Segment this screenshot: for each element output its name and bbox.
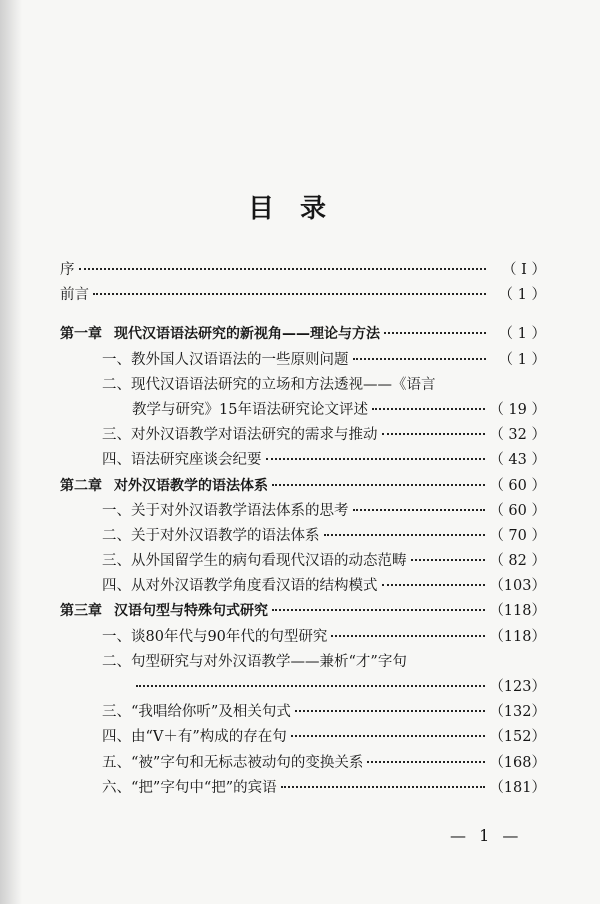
toc-entry-preface[interactable] — [60, 258, 546, 283]
toc-entry-text: 一、谈80年代与90年代的句型研究 — [102, 628, 328, 645]
toc-entry-text: 五、“被”字句和无标志被动句的变换关系 — [102, 754, 364, 771]
page-title: 目录 — [247, 194, 352, 224]
leader-dots — [331, 635, 485, 637]
chapter-label: 第三章 — [60, 603, 102, 620]
leader-dots — [372, 408, 485, 410]
toc-entry[interactable] — [60, 499, 546, 524]
toc-entry-text: 二、关于对外汉语教学的语法体系 — [102, 527, 320, 544]
chapter-heading — [60, 599, 268, 624]
chapter-title: 对外汉语教学的语法体系 — [114, 477, 268, 494]
toc-entry-text: 四、从对外汉语教学角度看汉语的结构模式 — [102, 578, 378, 595]
toc-entry[interactable] — [60, 448, 546, 473]
toc-entry[interactable] — [60, 373, 546, 398]
chapter-heading — [60, 322, 380, 347]
toc-entry-text: 二、现代汉语语法研究的立场和方法透视——《语言 — [102, 376, 436, 393]
binding-shadow — [0, 0, 22, 904]
toc-entry-text: 三、从外国留学生的病句看现代汉语的动态范畴 — [102, 553, 407, 570]
toc-entry[interactable] — [60, 725, 546, 750]
leader-dots — [272, 484, 485, 486]
toc-entry[interactable] — [60, 549, 546, 574]
toc-entry[interactable] — [60, 650, 546, 675]
leader-dots — [367, 761, 485, 763]
toc-page-number: （181） — [489, 779, 546, 796]
leader-dots — [281, 786, 486, 788]
toc-entry[interactable] — [60, 524, 546, 549]
toc-page-number: （ 1 ） — [498, 287, 546, 304]
toc-entry-text: 四、由“V＋有”构成的存在句 — [102, 729, 287, 746]
toc-page-number: （ 82 ） — [489, 553, 546, 570]
toc-entry-text: 六、“把”字句中“把”的宾语 — [102, 779, 277, 796]
toc-entry-text: 序 — [60, 262, 75, 278]
leader-dots — [411, 559, 486, 561]
toc-page-number: （ 60 ） — [489, 477, 546, 494]
leader-dots — [353, 509, 486, 511]
toc-entry-foreword[interactable] — [60, 283, 546, 308]
leader-dots — [291, 735, 486, 737]
toc-entry-continued[interactable] — [60, 675, 546, 700]
toc-page-number: （ 60 ） — [489, 502, 546, 519]
toc-entry[interactable] — [60, 776, 546, 801]
toc-entry[interactable] — [60, 423, 546, 448]
leader-dots — [382, 433, 486, 435]
toc-entry-text: 一、教外国人汉语语法的一些原则问题 — [102, 351, 349, 368]
toc-page-number: （ 1 ） — [498, 326, 546, 343]
leader-dots — [272, 609, 485, 611]
toc-page-number: （168） — [489, 754, 546, 771]
toc-page-number: （ 32 ） — [489, 427, 546, 444]
page-footer-number: — 1 — — [450, 826, 523, 845]
toc-entry[interactable] — [60, 700, 546, 725]
chapter-title: 汉语句型与特殊句式研究 — [114, 603, 268, 620]
toc-entry[interactable] — [60, 574, 546, 599]
toc-page-number: （132） — [489, 704, 546, 721]
toc-page-number: （ Ⅰ ） — [502, 262, 546, 278]
toc-page-number: （152） — [489, 729, 546, 746]
leader-dots — [384, 332, 486, 334]
toc-page-number: （ 19 ） — [489, 401, 546, 418]
toc-chapter-3[interactable] — [60, 599, 546, 624]
toc-entry-text: 前言 — [60, 287, 89, 304]
leader-dots — [79, 268, 487, 270]
toc-entry-text: 四、语法研究座谈会纪要 — [102, 452, 262, 469]
toc-page-number: （ 43 ） — [489, 452, 546, 469]
toc-entry-text: 教学与研究》15年语法研究论文评述 — [132, 401, 368, 418]
leader-dots — [324, 534, 486, 536]
toc-page-number: （123） — [489, 679, 546, 695]
leader-dots — [266, 458, 486, 460]
toc-entry-text: 三、“我唱给你听”及相关句式 — [102, 704, 291, 721]
toc-page-number: （118） — [489, 628, 546, 645]
chapter-label: 第二章 — [60, 477, 102, 494]
chapter-heading — [60, 474, 268, 499]
toc-entry[interactable] — [60, 751, 546, 776]
toc-chapter-2[interactable] — [60, 474, 546, 499]
chapter-title: 现代汉语语法研究的新视角——理论与方法 — [114, 326, 380, 343]
leader-dots — [382, 584, 486, 586]
leader-dots — [353, 358, 487, 360]
toc-chapter-1[interactable] — [60, 322, 546, 347]
toc-page-number: （118） — [489, 603, 546, 620]
toc-page-number: （103） — [489, 578, 546, 595]
toc-entry-text: 一、关于对外汉语教学语法体系的思考 — [102, 502, 349, 519]
toc-entry-continued[interactable] — [60, 398, 546, 423]
toc-page-number: （ 1 ） — [498, 351, 546, 368]
toc-page-number: （ 70 ） — [489, 527, 546, 544]
leader-dots — [295, 710, 485, 712]
leader-dots — [93, 293, 486, 295]
table-of-contents — [60, 258, 546, 801]
toc-entry[interactable] — [60, 625, 546, 650]
toc-entry-text: 三、对外汉语教学对语法研究的需求与推动 — [102, 427, 378, 444]
toc-entry-text: 二、句型研究与对外汉语教学——兼析“才”字句 — [102, 653, 407, 670]
toc-entry[interactable] — [60, 348, 546, 373]
chapter-label: 第一章 — [60, 326, 102, 343]
leader-dots — [136, 685, 485, 687]
